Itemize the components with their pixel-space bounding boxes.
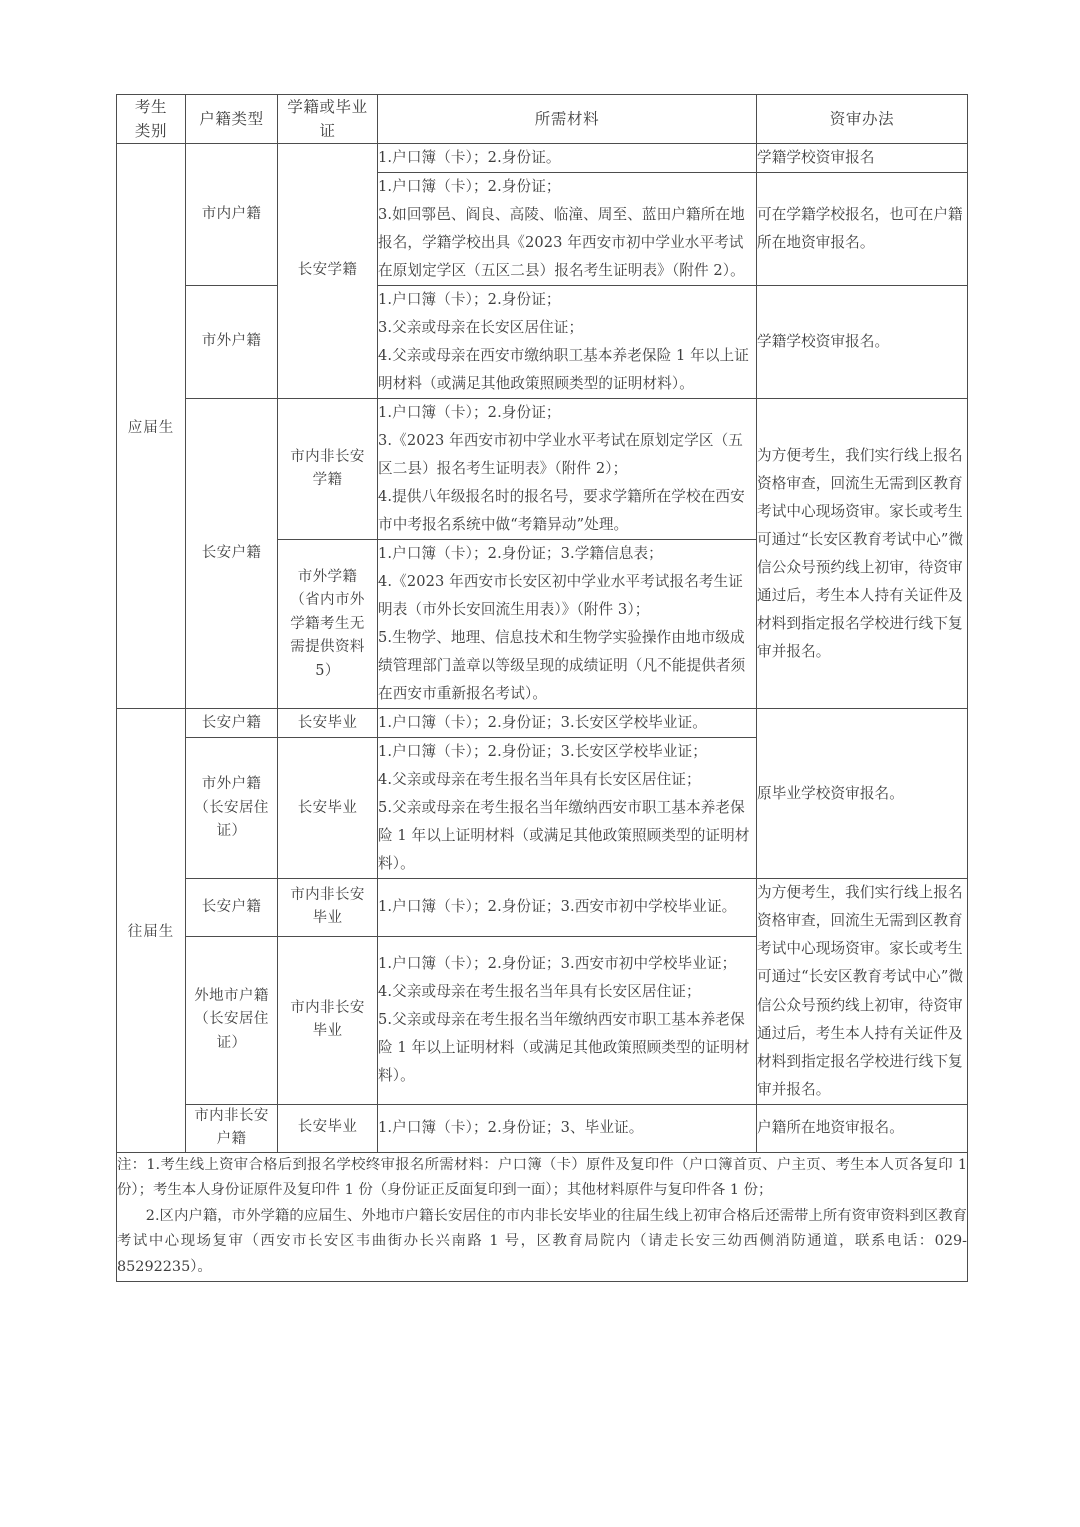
table-row — [117, 144, 968, 173]
school-status-line: 市内非长安 — [290, 887, 365, 903]
school-status-line: 市外学籍 — [297, 568, 358, 585]
school-status-cell-b4 — [278, 936, 378, 1104]
table-header — [117, 95, 968, 144]
school-status-cell-shinei-fei-changan — [278, 399, 378, 540]
materials-line: 1.户口簿（卡）；2.身份证；3.西安市初中学校毕业证； — [378, 955, 737, 973]
column-header-household: 户籍类型 — [186, 95, 278, 144]
materials-line: 1.户口簿（卡）；2.身份证； — [378, 291, 561, 309]
school-status-cell-shiwai-xueji — [278, 540, 378, 709]
materials-cell-b4 — [378, 936, 757, 1104]
household-line: 户籍 — [216, 1131, 247, 1148]
materials-line: 1.户口簿（卡）；2.身份证；3.学籍信息表； — [378, 545, 663, 563]
column-header-review-method: 资审办法 — [757, 95, 968, 144]
household-cell-b5 — [186, 1104, 278, 1152]
household-cell-shinei: 市内户籍 — [186, 144, 278, 286]
table-body — [117, 144, 968, 1282]
requirements-table — [116, 94, 968, 1282]
school-status-line: 5） — [315, 662, 340, 679]
school-status-line: 学籍考生无 — [290, 615, 365, 632]
materials-cell-r4 — [378, 399, 757, 540]
note-line-1: 注：1.考生线上资审合格后到报名学校终审报名所需材料：户口簿（卡）原件及复印件（户口簿首页、户主页、考生本人页各复印 1 份）；考生本人身份证原件及复印件 1 份（身份证正反面复印到一面）；其他材料原件与复印件各 1 份； — [117, 1156, 967, 1199]
materials-line: 1.户口簿（卡）；2.身份证； — [378, 178, 561, 196]
column-header-school-status-line2: 证 — [319, 122, 336, 141]
materials-line: 4.父亲或母亲在西安市缴纳职工基本养老保险 1 年以上证明材料（或满足其他政策照顾类型的证明材料）。 — [378, 347, 749, 393]
column-header-category-line1: 考生 — [134, 98, 168, 116]
school-status-cell-changan-xueji: 长安学籍 — [278, 144, 378, 399]
household-line: 证） — [216, 823, 247, 840]
materials-line: 3.《2023 年西安市初中学业水平考试在原划定学区（五区二县）报名考生证明表》（附件 2）； — [378, 432, 743, 478]
note-line-2: 2.区内户籍，市外学籍的应届生、外地市户籍长安居住的市内非长安毕业的往届生线上初审合格后还需带上所有资审资料到区教育考试中心现场复审（西安市长安区韦曲街办长兴南路 1 号，区教育局院内（请走长安三幼西侧消防通道，联系电话：029-85292235）。 — [117, 1207, 967, 1276]
materials-line: 5.生物学、地理、信息技术和生物学实验操作由地市级成绩管理部门盖章以等级呈现的成绩证明（凡不能提供者须在西安市重新报名考试）。 — [378, 629, 746, 703]
materials-line: 3.父亲或母亲在长安区居住证； — [378, 319, 584, 337]
school-status-line: 市内非长安 — [290, 448, 365, 465]
table-row — [117, 286, 968, 399]
materials-cell-b2 — [378, 738, 757, 879]
household-line: 市内非长安 — [194, 1107, 269, 1124]
materials-line: 4.提供八年级报名时的报名号，要求学籍所在学校在西安市中考报名系统中做“考籍异动”处理。 — [378, 488, 745, 534]
requirements-table-container — [116, 94, 967, 1282]
school-status-cell-b2: 长安毕业 — [278, 738, 378, 879]
materials-cell-r3 — [378, 286, 757, 399]
column-header-school-status-line1: 学籍或毕业 — [287, 98, 368, 116]
school-status-line: 市内非长安 — [290, 999, 365, 1016]
column-header-category-line2: 类别 — [134, 122, 168, 141]
review-cell-b1: 原毕业学校资审报名。 — [757, 709, 968, 879]
materials-cell-r1: 1.户口簿（卡）；2.身份证。 — [378, 144, 757, 173]
household-cell-shiwai: 市外户籍 — [186, 286, 278, 399]
materials-cell-b5: 1.户口簿（卡）；2.身份证；3、毕业证。 — [378, 1104, 757, 1152]
materials-line: 4.《2023 年西安市长安区初中学业水平考试报名考生证明表（市外长安回流生用表）》（附件 3）； — [378, 573, 743, 619]
school-status-line: 毕业 — [312, 1023, 343, 1040]
household-line: 证） — [216, 1034, 247, 1051]
table-row — [117, 879, 968, 936]
materials-line: 3.如回鄠邑、阎良、高陵、临潼、周至、蓝田户籍所在地报名，学籍学校出具《2023 年西安市初中学业水平考试在原划定学区（五区二县）报名考生证明表》（附件 2）。 — [378, 206, 745, 280]
materials-cell-b3: 1.户口簿（卡）；2.身份证；3.西安市初中学校毕业证。 — [378, 879, 757, 936]
school-status-cell-b3 — [278, 879, 378, 936]
household-line: 市外户籍 — [201, 776, 262, 793]
category-cell-wangjie: 往届生 — [117, 709, 186, 1152]
school-status-line: （省内市外 — [290, 592, 365, 609]
materials-line: 5.父亲或母亲在考生报名当年缴纳西安市职工基本养老保险 1 年以上证明材料（或满足其他政策照顾类型的证明材料）。 — [378, 799, 750, 873]
household-cell-b4 — [186, 936, 278, 1104]
household-cell-b3: 长安户籍 — [186, 879, 278, 936]
household-cell-changan-huji: 长安户籍 — [186, 399, 278, 709]
school-status-line: 毕业 — [312, 910, 343, 927]
school-status-line: 学籍 — [312, 472, 343, 489]
review-cell-merged-yingjie: 为方便考生，我们实行线上报名资格审查，回流生无需到区教育考试中心现场资审。家长或考生可通过“长安区教育考试中心”微信公众号预约线上初审，待资审通过后，考生本人持有关证件及材料到指定报名学校进行线下复审并报名。 — [757, 399, 968, 709]
household-cell-b1: 长安户籍 — [186, 709, 278, 738]
household-cell-b2 — [186, 738, 278, 879]
materials-line: 5.父亲或母亲在考生报名当年缴纳西安市职工基本养老保险 1 年以上证明材料（或满足其他政策照顾类型的证明材料）。 — [378, 1011, 750, 1085]
review-cell-merged-wangjie: 为方便考生，我们实行线上报名资格审查，回流生无需到区教育考试中心现场资审。家长或考生可通过“长安区教育考试中心”微信公众号预约线上初审，待资审通过后，考生本人持有关证件及材料到指定报名学校进行线下复审并报名。 — [757, 879, 968, 1104]
column-header-category — [117, 95, 186, 144]
materials-cell-r2 — [378, 173, 757, 286]
household-line: （长安居住 — [194, 799, 269, 816]
materials-line: 4.父亲或母亲在考生报名当年具有长安区居住证； — [378, 983, 701, 1001]
table-row — [117, 1104, 968, 1152]
column-header-materials: 所需材料 — [378, 95, 757, 144]
materials-line: 4.父亲或母亲在考生报名当年具有长安区居住证； — [378, 771, 701, 789]
table-header-row — [117, 95, 968, 144]
materials-cell-r5 — [378, 540, 757, 709]
column-header-school-status — [278, 95, 378, 144]
household-line: 外地市户籍 — [194, 987, 269, 1004]
table-row — [117, 709, 968, 738]
materials-cell-b1: 1.户口簿（卡）；2.身份证；3.长安区学校毕业证。 — [378, 709, 757, 738]
household-line: （长安居住 — [194, 1011, 269, 1028]
review-cell-b5: 户籍所在地资审报名。 — [757, 1104, 968, 1152]
materials-line: 1.户口簿（卡）；2.身份证； — [378, 404, 561, 422]
review-cell-r2: 可在学籍学校报名，也可在户籍所在地资审报名。 — [757, 173, 968, 286]
review-cell-r1: 学籍学校资审报名 — [757, 144, 968, 173]
category-cell-yingjie: 应届生 — [117, 144, 186, 709]
school-status-cell-b1: 长安毕业 — [278, 709, 378, 738]
table-row — [117, 399, 968, 540]
table-row-notes — [117, 1152, 968, 1281]
materials-line: 1.户口簿（卡）；2.身份证；3.长安区学校毕业证； — [378, 743, 707, 761]
school-status-line: 需提供资料 — [290, 639, 365, 656]
school-status-cell-b5: 长安毕业 — [278, 1104, 378, 1152]
review-cell-r3: 学籍学校资审报名。 — [757, 286, 968, 399]
notes-cell — [117, 1152, 968, 1281]
